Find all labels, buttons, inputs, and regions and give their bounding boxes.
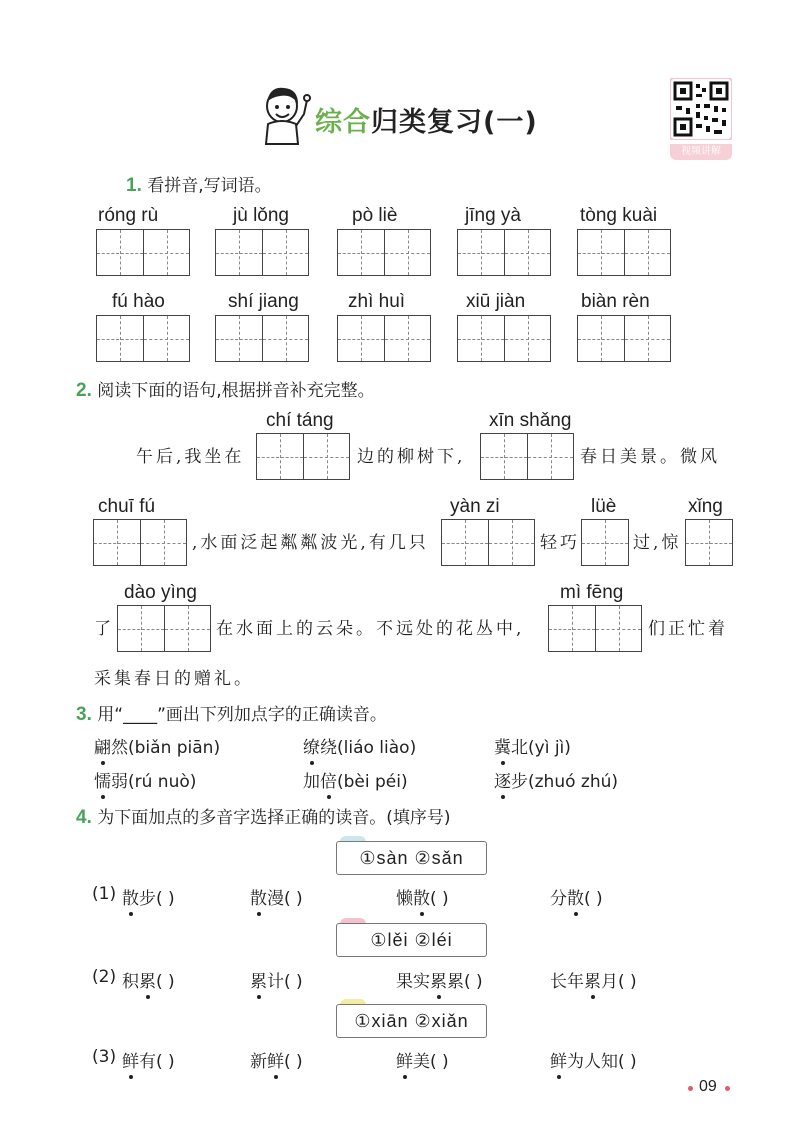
question-4: [76, 803, 451, 829]
polyphone-item: 鲜有( ): [122, 1052, 175, 1072]
dotted-char: 翩: [94, 738, 111, 758]
polyphone-item: 散漫( ): [250, 889, 303, 909]
writing-grid[interactable]: [577, 315, 671, 362]
polyphone-item: 长年累月( ): [550, 972, 637, 992]
passage-text: 午后,我坐在: [136, 447, 245, 467]
answer-blank[interactable]: ( ): [464, 972, 483, 992]
dotted-char: 冀: [494, 738, 511, 758]
dotted-char: 鲜: [267, 1052, 284, 1072]
writing-grid[interactable]: [96, 229, 190, 276]
answer-blank[interactable]: ( ): [618, 1052, 637, 1072]
question-number: 2.: [76, 380, 92, 401]
dotted-char: 散: [250, 889, 267, 909]
writing-grid[interactable]: [480, 433, 574, 480]
dotted-char: 累: [430, 972, 447, 992]
pinyin-label: biàn rèn: [581, 291, 650, 312]
answer-blank[interactable]: ( ): [618, 972, 637, 992]
choice-text: 加: [303, 772, 320, 792]
pinyin-label: yàn zi: [450, 496, 500, 517]
writing-grid[interactable]: [96, 315, 190, 362]
dotted-char: 散: [567, 889, 584, 909]
writing-grid[interactable]: [337, 315, 431, 362]
boy-mascot-icon: [258, 84, 312, 146]
passage-text: 过,惊: [633, 533, 682, 553]
page-dot-right: [725, 1086, 730, 1091]
writing-grid[interactable]: [457, 315, 551, 362]
q4-row-label: (3): [92, 1047, 117, 1067]
dotted-char: 累: [584, 972, 601, 992]
answer-blank[interactable]: ( ): [284, 1052, 303, 1072]
pinyin-label: shí jiang: [228, 291, 299, 312]
reading-options-box: ①sàn ②sǎn: [336, 841, 487, 875]
question-text: 阅读下面的语句,根据拼音补充完整。: [97, 381, 375, 401]
qr-caption: 视频讲解: [670, 144, 732, 160]
passage-text: 边的柳树下,: [357, 447, 466, 467]
pinyin-label: xiū jiàn: [466, 291, 526, 312]
writing-grid[interactable]: [581, 519, 629, 566]
pinyin-label: mì fēng: [560, 582, 624, 603]
writing-grid[interactable]: [215, 229, 309, 276]
question-number: 1.: [126, 175, 142, 196]
reading-options-box: ①xiān ②xiǎn: [336, 1004, 487, 1038]
pinyin-choice-item[interactable]: [494, 767, 618, 792]
pinyin-label: jīng yà: [465, 205, 521, 226]
pinyin-label: chuī fú: [98, 496, 156, 517]
passage-text: 在水面上的云朵。不远处的花丛中,: [216, 619, 525, 639]
answer-blank[interactable]: ( ): [156, 889, 175, 909]
polyphone-item: 鲜美( ): [396, 1052, 449, 1072]
polyphone-item: 分散( ): [550, 889, 603, 909]
q4-row-label: (1): [92, 884, 117, 904]
polyphone-item: 新鲜( ): [250, 1052, 303, 1072]
writing-grid[interactable]: [117, 605, 211, 652]
pinyin-choice-item[interactable]: [494, 733, 571, 758]
pinyin-label: xīn shǎng: [489, 410, 572, 431]
question-2: [76, 376, 375, 402]
pinyin-choice-item[interactable]: [94, 733, 220, 758]
choice-text: (bèi péi): [337, 772, 408, 792]
answer-blank[interactable]: ( ): [284, 972, 303, 992]
dotted-char: 散: [413, 889, 430, 909]
writing-grid[interactable]: [548, 605, 642, 652]
pinyin-label: lüè: [591, 496, 617, 517]
writing-grid[interactable]: [441, 519, 535, 566]
polyphone-item: 鲜为人知( ): [550, 1052, 637, 1072]
pinyin-label: róng rù: [98, 205, 159, 226]
dotted-char: 倍: [320, 772, 337, 792]
pinyin-label: pò liè: [352, 205, 398, 226]
qr-code-block[interactable]: [670, 78, 732, 158]
pinyin-choice-item[interactable]: [94, 767, 196, 792]
passage-text: 们正忙着: [648, 619, 728, 639]
polyphone-item: 散步( ): [122, 889, 175, 909]
dotted-char: 累: [139, 972, 156, 992]
passage-text: 采集春日的赠礼。: [94, 669, 254, 689]
dotted-char: 累: [250, 972, 267, 992]
answer-blank[interactable]: ( ): [156, 972, 175, 992]
question-text: 为下面加点的多音字选择正确的读音。(填序号): [97, 808, 451, 828]
q4-row-label: (2): [92, 967, 117, 987]
writing-grid[interactable]: [457, 229, 551, 276]
dotted-char: 散: [122, 889, 139, 909]
question-text: 看拼音,写词语。: [147, 176, 272, 196]
pinyin-label: fú hào: [112, 291, 165, 312]
question-text: 用“____”画出下列加点字的正确读音。: [97, 705, 387, 725]
pinyin-label: jù lǒng: [233, 205, 289, 226]
question-number: 4.: [76, 807, 92, 828]
title-highlight: 综合: [315, 107, 371, 138]
question-number: 3.: [76, 704, 92, 725]
page-number: 09: [699, 1078, 717, 1095]
qr-code-icon: [670, 78, 732, 140]
pinyin-label: zhì huì: [348, 291, 406, 312]
answer-blank[interactable]: ( ): [284, 889, 303, 909]
pinyin-choice-item[interactable]: [303, 767, 408, 792]
passage-text: 了: [94, 619, 114, 639]
answer-blank[interactable]: ( ): [430, 889, 449, 909]
page-title: [315, 100, 538, 139]
answer-blank[interactable]: ( ): [156, 1052, 175, 1072]
pinyin-label: xǐng: [688, 496, 723, 517]
writing-grid[interactable]: [337, 229, 431, 276]
choice-text: 步(zhuó zhú): [511, 772, 619, 792]
question-1: [126, 171, 272, 197]
page-dot-left: [688, 1086, 693, 1091]
pinyin-label: tòng kuài: [580, 205, 658, 226]
choice-text: 绕(liáo liào): [320, 738, 417, 758]
dotted-char: 懦: [94, 772, 111, 792]
dotted-char: 缭: [303, 738, 320, 758]
pinyin-choice-item[interactable]: [303, 733, 416, 758]
dotted-char: 鲜: [550, 1052, 567, 1072]
dotted-char: 鲜: [396, 1052, 413, 1072]
writing-grid[interactable]: [256, 433, 350, 480]
answer-blank[interactable]: ( ): [584, 889, 603, 909]
pinyin-label: chí táng: [266, 410, 334, 431]
title-main: 归类复习(一): [371, 107, 538, 138]
polyphone-item: 累计( ): [250, 972, 303, 992]
reading-options-box: ①lěi ②léi: [336, 923, 487, 957]
writing-grid[interactable]: [577, 229, 671, 276]
writing-grid[interactable]: [93, 519, 187, 566]
passage-text: 轻巧: [540, 533, 580, 553]
polyphone-item: 懒散( ): [396, 889, 449, 909]
writing-grid[interactable]: [685, 519, 733, 566]
question-3: [76, 700, 387, 726]
polyphone-item: 积累( ): [122, 972, 175, 992]
passage-text: 春日美景。微风: [580, 447, 720, 467]
passage-text: ,水面泛起粼粼波光,有几只: [192, 533, 429, 553]
choice-text: 然(biǎn piān): [111, 738, 221, 758]
pinyin-label: dào yìng: [124, 582, 197, 603]
choice-text: 北(yì jì): [511, 738, 571, 758]
polyphone-item: 果实累累( ): [396, 972, 483, 992]
dotted-char: 鲜: [122, 1052, 139, 1072]
choice-text: 弱(rú nuò): [111, 772, 197, 792]
dotted-char: 逐: [494, 772, 511, 792]
writing-grid[interactable]: [215, 315, 309, 362]
answer-blank[interactable]: ( ): [430, 1052, 449, 1072]
